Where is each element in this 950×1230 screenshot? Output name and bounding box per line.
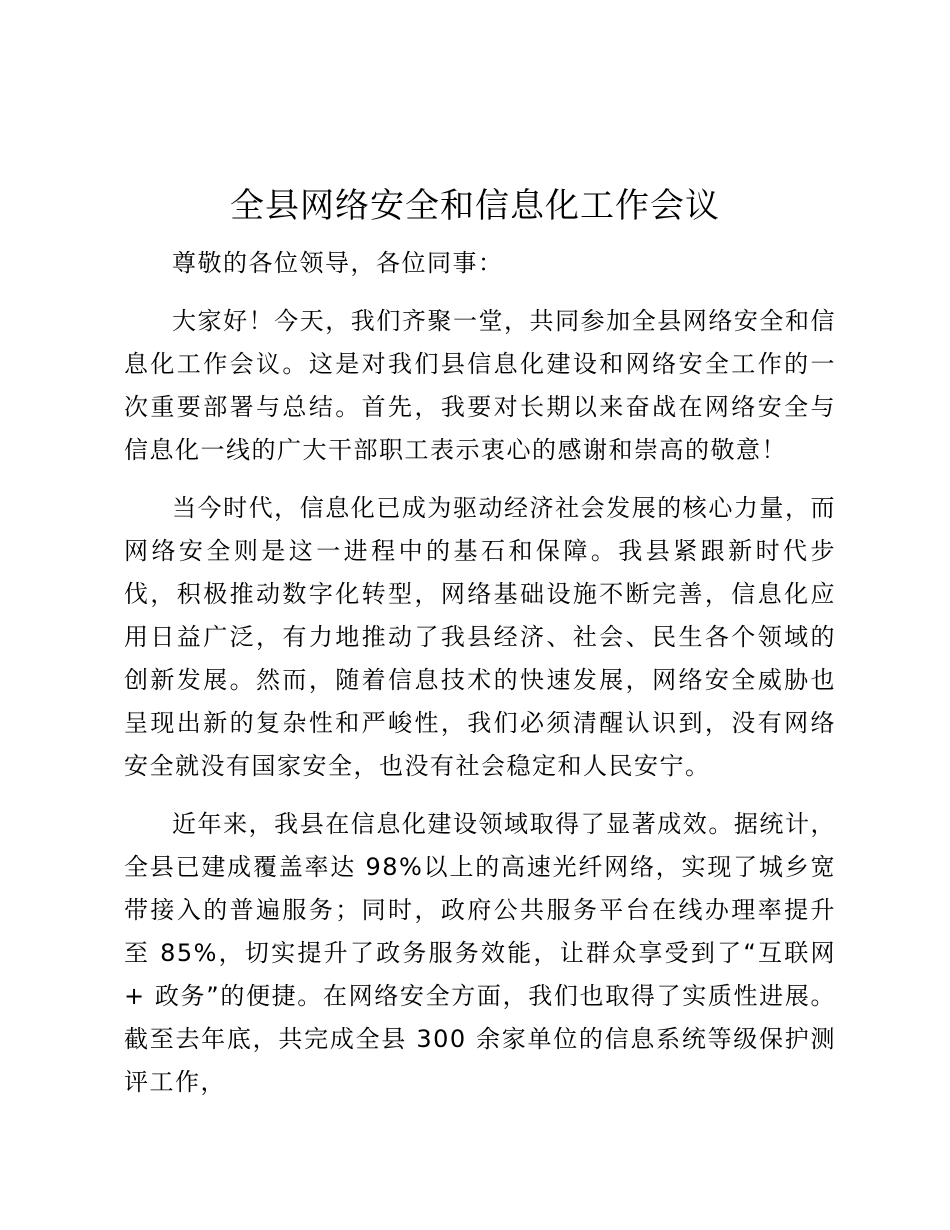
salutation: 尊敬的各位领导，各位同事：: [172, 249, 504, 277]
paragraph-context: 当今时代，信息化已成为驱动经济社会发展的核心力量，而网络安全则是这一进程中的基石和保障。我县紧跟新时代步伐，积极推动数字化转型，网络基础设施不断完善，信息化应用日益广泛，有力地推动了我县经济、社会、民生各个领域的创新发展。然而，随着信息技术的快速发展，网络安全威胁也呈现出新的复杂性和严峻性，我们必须清醒认识到，没有网络安全就没有国家安全，也没有社会稳定和人民安宁。: [124, 494, 836, 780]
document-body: [124, 242, 836, 1119]
document-title: 全县网络安全和信息化工作会议: [230, 186, 720, 226]
paragraph-achievements: 近年来，我县在信息化建设领域取得了显著成效。据统计，全县已建成覆盖率达 98%以上的高速光纤网络，实现了城乡宽带接入的普遍服务；同时，政府公共服务平台在线办理率提升至 85%，切实提升了政务服务效能，让群众享受到了“互联网 + 政务”的便捷。在网络安全方面，我们也取得了实质性进展。截至去年底，共完成全县 300 余家单位的信息系统等级保护测评工作，: [124, 810, 836, 1096]
paragraph-opening: 大家好！今天，我们齐聚一堂，共同参加全县网络安全和信息化工作会议。这是对我们县信息化建设和网络安全工作的一次重要部署与总结。首先，我要对长期以来奋战在网络安全与信息化一线的广大干部职工表示衷心的感谢和崇高的敬意！: [124, 307, 836, 464]
